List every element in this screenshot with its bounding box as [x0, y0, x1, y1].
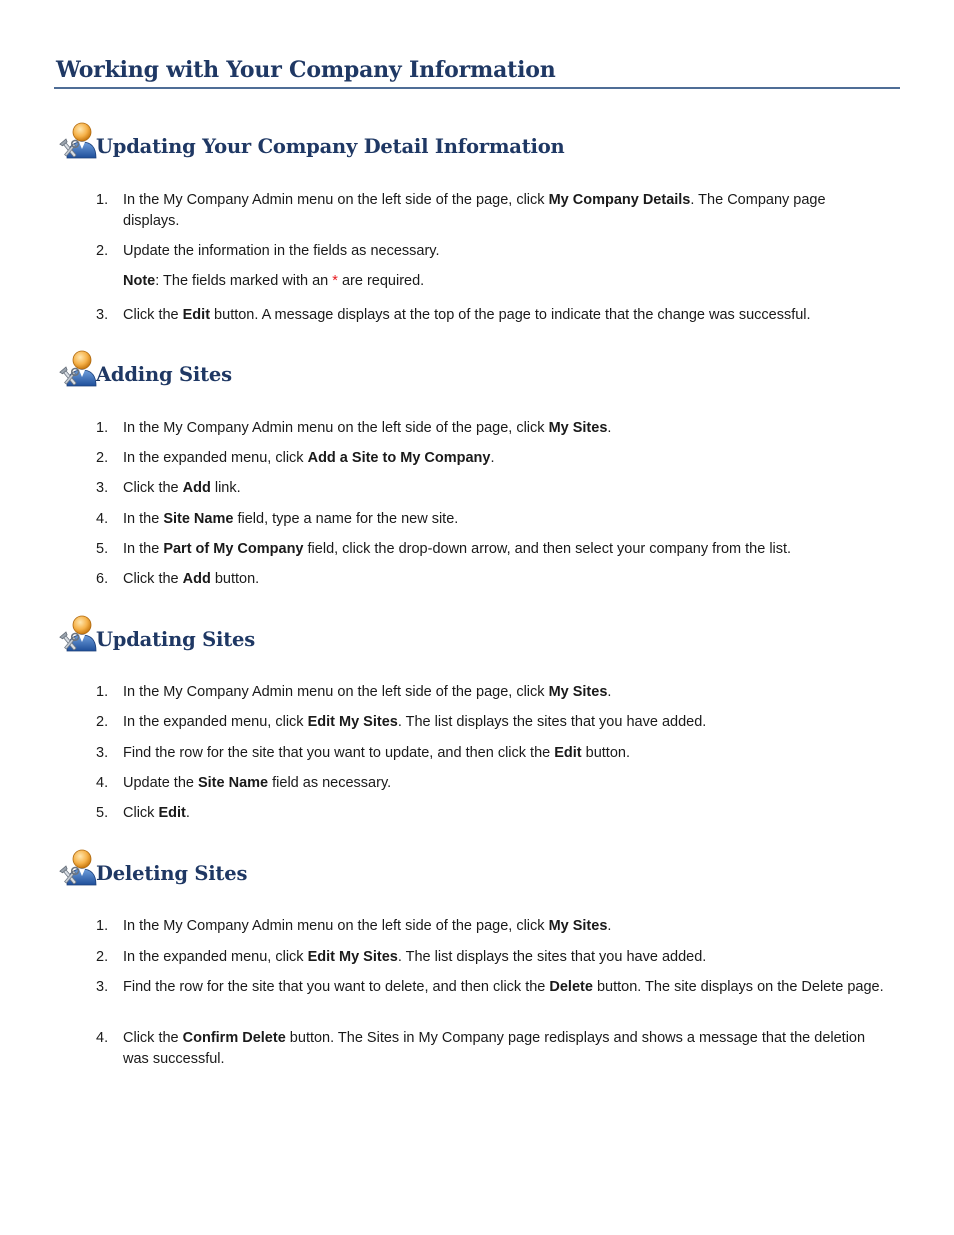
- step-number: 3.: [96, 745, 109, 761]
- admin-user-tools-icon: [58, 845, 98, 889]
- step-text: link.: [210, 480, 241, 496]
- step-number: 1.: [96, 918, 109, 934]
- step-number: 4.: [96, 1030, 109, 1046]
- list-item: [0, 977, 954, 998]
- step-text: button.: [581, 745, 630, 761]
- list-item: [0, 539, 954, 560]
- admin-user-tools-icon: [58, 118, 98, 162]
- step-number: 3.: [96, 307, 109, 323]
- page-title: Working with Your Company Information: [56, 57, 556, 83]
- step-bold-term: Part of My Company: [163, 541, 304, 557]
- step-bold-term: Edit My Sites: [307, 949, 398, 965]
- step-bold-term: Site Name: [197, 775, 269, 791]
- list-item: [0, 743, 954, 764]
- step-text: field, click the drop-down arrow, and then select your company from the list.: [303, 541, 792, 557]
- step-text: .: [607, 918, 612, 934]
- step-text: In the My Company Admin menu on the left side of the page, click: [123, 192, 549, 208]
- step-number: 1.: [96, 192, 109, 208]
- section-title: Adding Sites: [96, 363, 232, 386]
- step-text: Find the row for the site that you want to update, and then click the: [123, 745, 555, 761]
- step-text: .: [185, 805, 190, 821]
- step-number: 1.: [96, 684, 109, 700]
- step-text: Find the row for the site that you want to delete, and then click the: [123, 979, 550, 995]
- section-header: [0, 118, 954, 168]
- list-item: [0, 241, 954, 292]
- step-number: 2.: [96, 714, 109, 730]
- note: [123, 271, 884, 292]
- step-number: 3.: [96, 480, 109, 496]
- list-item: [0, 803, 954, 824]
- step-number: 2.: [96, 949, 109, 965]
- step-text: In the expanded menu, click: [123, 714, 308, 730]
- step-text: Update the information in the fields as necessary.: [123, 243, 440, 259]
- step-text: field as necessary.: [268, 775, 392, 791]
- list-item: [0, 916, 954, 937]
- step-text: In the My Company Admin menu on the left side of the page, click: [123, 420, 549, 436]
- section-header: [0, 346, 954, 396]
- step-bold-term: Edit: [554, 745, 582, 761]
- step-text: .: [607, 420, 612, 436]
- step-text: field, type a name for the new site.: [233, 511, 459, 527]
- step-number: 1.: [96, 420, 109, 436]
- step-text: In the My Company Admin menu on the left side of the page, click: [123, 684, 549, 700]
- note-text: : The fields marked with an: [155, 273, 333, 289]
- step-text: Click: [123, 805, 159, 821]
- list-item: [0, 418, 954, 439]
- step-bold-term: Edit My Sites: [307, 714, 398, 730]
- step-number: 4.: [96, 511, 109, 527]
- step-text: In the expanded menu, click: [123, 450, 308, 466]
- step-bold-term: My Sites: [548, 918, 608, 934]
- step-text: In the My Company Admin menu on the left side of the page, click: [123, 918, 549, 934]
- step-text: In the expanded menu, click: [123, 949, 308, 965]
- step-text: Click the: [123, 307, 183, 323]
- step-bold-term: My Sites: [548, 684, 608, 700]
- section: [0, 346, 954, 587]
- step-bold-term: My Company Details: [548, 192, 691, 208]
- step-number: 6.: [96, 571, 109, 587]
- step-number: 2.: [96, 450, 109, 466]
- step-bold-term: Add a Site to My Company: [307, 450, 491, 466]
- list-item: [0, 509, 954, 530]
- step-text: button.: [210, 571, 260, 587]
- title-underline: [54, 87, 900, 89]
- step-text: .: [607, 684, 612, 700]
- step-bold-term: Delete: [549, 979, 593, 995]
- list-item: [0, 682, 954, 703]
- note-label: Note: [123, 273, 156, 289]
- step-bold-term: Site Name: [163, 511, 234, 527]
- note-text: are required.: [337, 273, 425, 289]
- section: [0, 118, 954, 323]
- list-item: [0, 712, 954, 733]
- section-title: Deleting Sites: [96, 862, 248, 885]
- list-item: [0, 773, 954, 794]
- step-text: In the: [123, 511, 164, 527]
- step-bold-term: Edit: [182, 307, 211, 323]
- step-text: . The list displays the sites that you have added.: [397, 949, 707, 965]
- step-text: Click the: [123, 571, 183, 587]
- list-item: [0, 448, 954, 469]
- step-bold-term: My Sites: [548, 420, 608, 436]
- step-text: .: [490, 450, 495, 466]
- section-title: Updating Sites: [96, 628, 256, 651]
- step-text: . The list displays the sites that you have added.: [397, 714, 707, 730]
- section: [0, 611, 954, 821]
- step-text: button. The Sites in My Company page redisplays and shows a message that the deletion was successful.: [123, 1030, 866, 1067]
- step-text: button. A message displays at the top of the page to indicate that the change was successful.: [210, 307, 811, 323]
- step-number: 5.: [96, 805, 109, 821]
- step-text: . The Company page displays.: [123, 192, 826, 229]
- step-text: button. The site displays on the Delete page.: [592, 979, 884, 995]
- step-text: Update the: [123, 775, 198, 791]
- step-bold-term: Add: [182, 480, 211, 496]
- step-text: Click the: [123, 480, 183, 496]
- step-number: 4.: [96, 775, 109, 791]
- admin-user-tools-icon: [58, 611, 98, 655]
- step-number: 2.: [96, 243, 109, 259]
- step-number: 5.: [96, 541, 109, 557]
- list-item: [0, 569, 954, 590]
- list-item: [0, 478, 954, 499]
- section-header: [0, 845, 954, 895]
- required-asterisk: *: [332, 273, 338, 289]
- admin-user-tools-icon: [58, 346, 98, 390]
- step-bold-term: Confirm Delete: [182, 1030, 286, 1046]
- section: [0, 845, 954, 1067]
- list-item: [0, 1028, 954, 1070]
- step-number: 3.: [96, 979, 109, 995]
- step-bold-term: Edit: [158, 805, 186, 821]
- section-header: [0, 611, 954, 661]
- list-item: [0, 305, 954, 326]
- step-text: Click the: [123, 1030, 183, 1046]
- step-text: In the: [123, 541, 164, 557]
- step-bold-term: Add: [182, 571, 211, 587]
- list-item: [0, 190, 954, 232]
- list-item: [0, 947, 954, 968]
- section-title: Updating Your Company Detail Information: [96, 135, 565, 158]
